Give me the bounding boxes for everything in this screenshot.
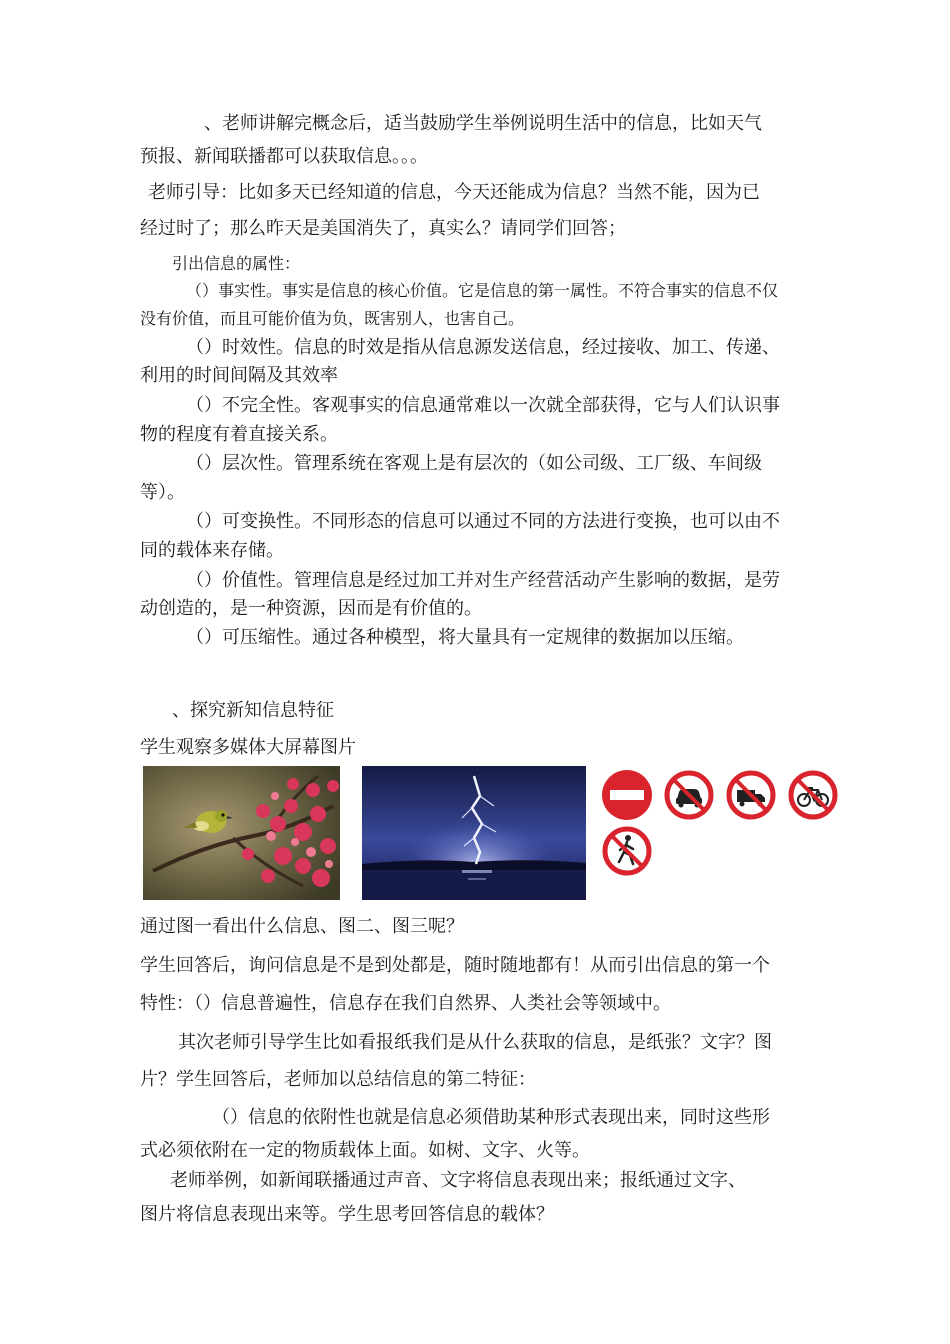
paragraph-line: 老师引导：比如多天已经知道的信息，今天还能成为信息？当然不能，因为已: [148, 182, 760, 203]
paragraph-line: 、老师讲解完概念后，适当鼓励学生举例说明生活中的信息，比如天气: [204, 113, 762, 134]
attribute-line: 物的程度有着直接关系。: [140, 424, 338, 445]
attribute-line: （）层次性。管理系统在客观上是有层次的（如公司级、工厂级、车间级: [186, 453, 762, 474]
paragraph-line: 通过图一看出什么信息、图二、图三呢？: [140, 916, 464, 937]
paragraph-line: 学生回答后，询问信息是不是到处都是，随时随地都有！从而引出信息的第一个: [140, 955, 770, 976]
no-bicycles-sign-icon: [786, 768, 840, 822]
attribute-line: 没有价值，而且可能价值为负，既害别人，也害自己。: [140, 309, 525, 328]
no-pedestrians-sign-icon: [600, 824, 654, 878]
paragraph-line: （）信息的依附性也就是信息必须借助某种形式表现出来，同时这些形: [212, 1107, 770, 1128]
attribute-line: （）事实性。事实是信息的核心价值。它是信息的第一属性。不符合事实的信息不仅: [186, 281, 779, 300]
attribute-line: 等）。: [140, 482, 185, 503]
attribute-line: （）时效性。信息的时效是指从信息源发送信息，经过接收、加工、传递、: [186, 337, 780, 358]
paragraph-line: 片？学生回答后，老师加以总结信息的第二特征：: [140, 1069, 536, 1090]
paragraph-line: 经过时了；那么昨天是美国消失了，真实么？请同学们回答；: [140, 218, 626, 239]
paragraph-line: 特性：（）信息普遍性，信息存在我们自然界、人类社会等领域中。: [140, 993, 671, 1014]
paragraph-line: 学生观察多媒体大屏幕图片: [140, 737, 356, 758]
attribute-line: （）价值性。管理信息是经过加工并对生产经营活动产生影响的数据，是劳: [186, 570, 780, 591]
attribute-line: （）可压缩性。通过各种模型，将大量具有一定规律的数据加以压缩。: [186, 627, 744, 648]
lightning-photo: [362, 766, 586, 900]
paragraph-line: 其次老师引导学生比如看报纸我们是从什么获取的信息，是纸张？文字？图: [178, 1032, 772, 1053]
attribute-line: 利用的时间间隔及其效率: [140, 365, 338, 386]
paragraph-line: 引出信息的属性：: [172, 254, 301, 273]
paragraph-line: 式必须依附在一定的物质载体上面。如树、文字、火等。: [140, 1140, 590, 1161]
no-entry-sign-icon: [600, 768, 654, 822]
paragraph-line: 老师举例，如新闻联播通过声音、文字将信息表现出来；报纸通过文字、: [170, 1170, 746, 1191]
attribute-line: （）不完全性。客观事实的信息通常难以一次就全部获得，它与人们认识事: [186, 395, 780, 416]
bird-on-blossom-photo: [143, 766, 340, 900]
no-cars-sign-icon: [662, 768, 716, 822]
section-heading: 、探究新知信息特征: [172, 700, 334, 721]
paragraph-line: 预报、新闻联播都可以获取信息。。。: [140, 146, 428, 167]
paragraph-line: 图片将信息表现出来等。学生思考回答信息的载体？: [140, 1204, 554, 1225]
no-trucks-sign-icon: [724, 768, 778, 822]
attribute-line: 动创造的，是一种资源，因而是有价值的。: [140, 598, 482, 619]
attribute-line: （）可变换性。不同形态的信息可以通过不同的方法进行变换，也可以由不: [186, 511, 780, 532]
attribute-line: 同的载体来存储。: [140, 540, 284, 561]
